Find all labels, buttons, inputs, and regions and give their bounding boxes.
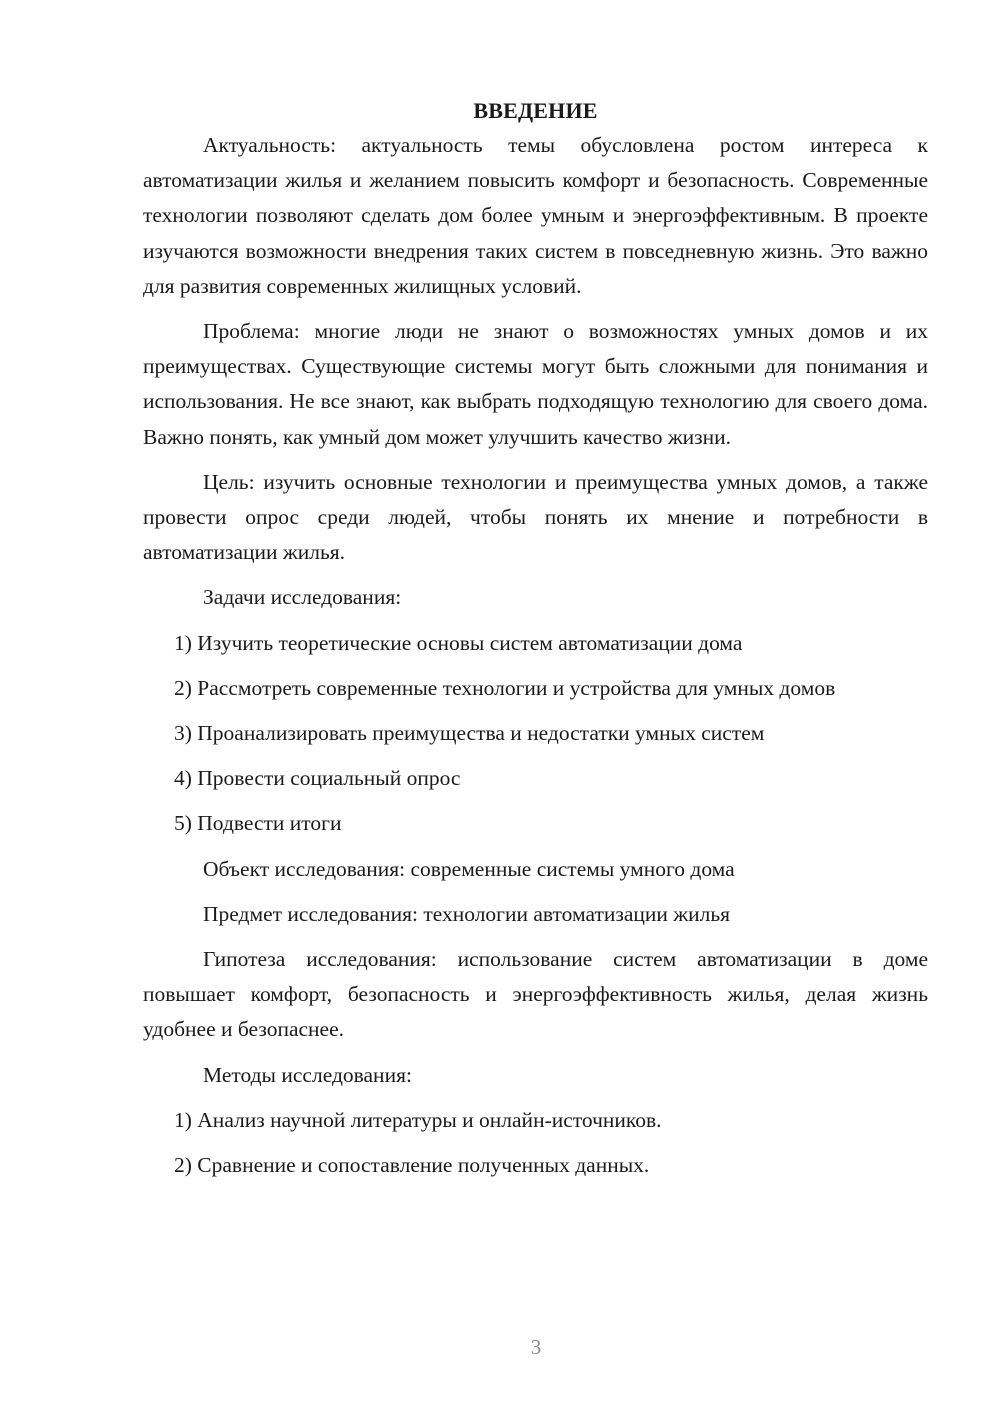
paragraph-problem: Проблема: многие люди не знают о возможностях умных домов и их преимуществах. Существующие системы могут быть сложными для понимания и использования. Не все знают, как выбрать подходящую технологию для своего дома. Важно понять, как умный дом может улучшить качество жизни. bbox=[143, 319, 928, 449]
page-number: 3 bbox=[530, 1335, 542, 1359]
paragraph-relevance: Актуальность: актуальность темы обусловлена ростом интереса к автоматизации жилья и желанием повысить комфорт и безопасность. Современные технологии позволяют сделать дом более умным и энергоэффективным. В проекте изучаются возможности внедрения таких систем в повседневную жизнь. Это важно для развития современных жилищных условий. bbox=[143, 133, 928, 298]
research-object: Объект исследования: современные системы умного дома bbox=[203, 856, 735, 881]
task-item: 3) Проанализировать преимущества и недостатки умных систем bbox=[174, 721, 765, 746]
paragraph-goal: Цель: изучить основные технологии и преимущества умных домов, а также провести опрос среди людей, чтобы понять их мнение и потребности в автоматизации жилья. bbox=[143, 469, 928, 565]
method-item: 1) Анализ научной литературы и онлайн-источников. bbox=[174, 1107, 662, 1132]
task-item: 4) Провести социальный опрос bbox=[174, 766, 461, 791]
tasks-heading: Задачи исследования: bbox=[203, 585, 402, 610]
page-content bbox=[143, 93, 928, 1183]
research-hypothesis: Гипотеза исследования: использование систем автоматизации в доме повышает комфорт, безопасность и энергоэффективность жилья, делая жизнь удобнее и безопаснее. bbox=[143, 947, 928, 1042]
methods-heading: Методы исследования: bbox=[203, 1062, 412, 1087]
research-subject: Предмет исследования: технологии автоматизации жилья bbox=[203, 901, 731, 926]
task-item: 1) Изучить теоретические основы систем автоматизации дома bbox=[174, 630, 743, 655]
section-title: ВВЕДЕНИЕ bbox=[473, 98, 598, 123]
method-item: 2) Сравнение и сопоставление полученных данных. bbox=[174, 1153, 650, 1178]
task-item: 2) Рассмотреть современные технологии и устройства для умных домов bbox=[174, 675, 836, 700]
task-item: 5) Подвести итоги bbox=[174, 811, 342, 836]
